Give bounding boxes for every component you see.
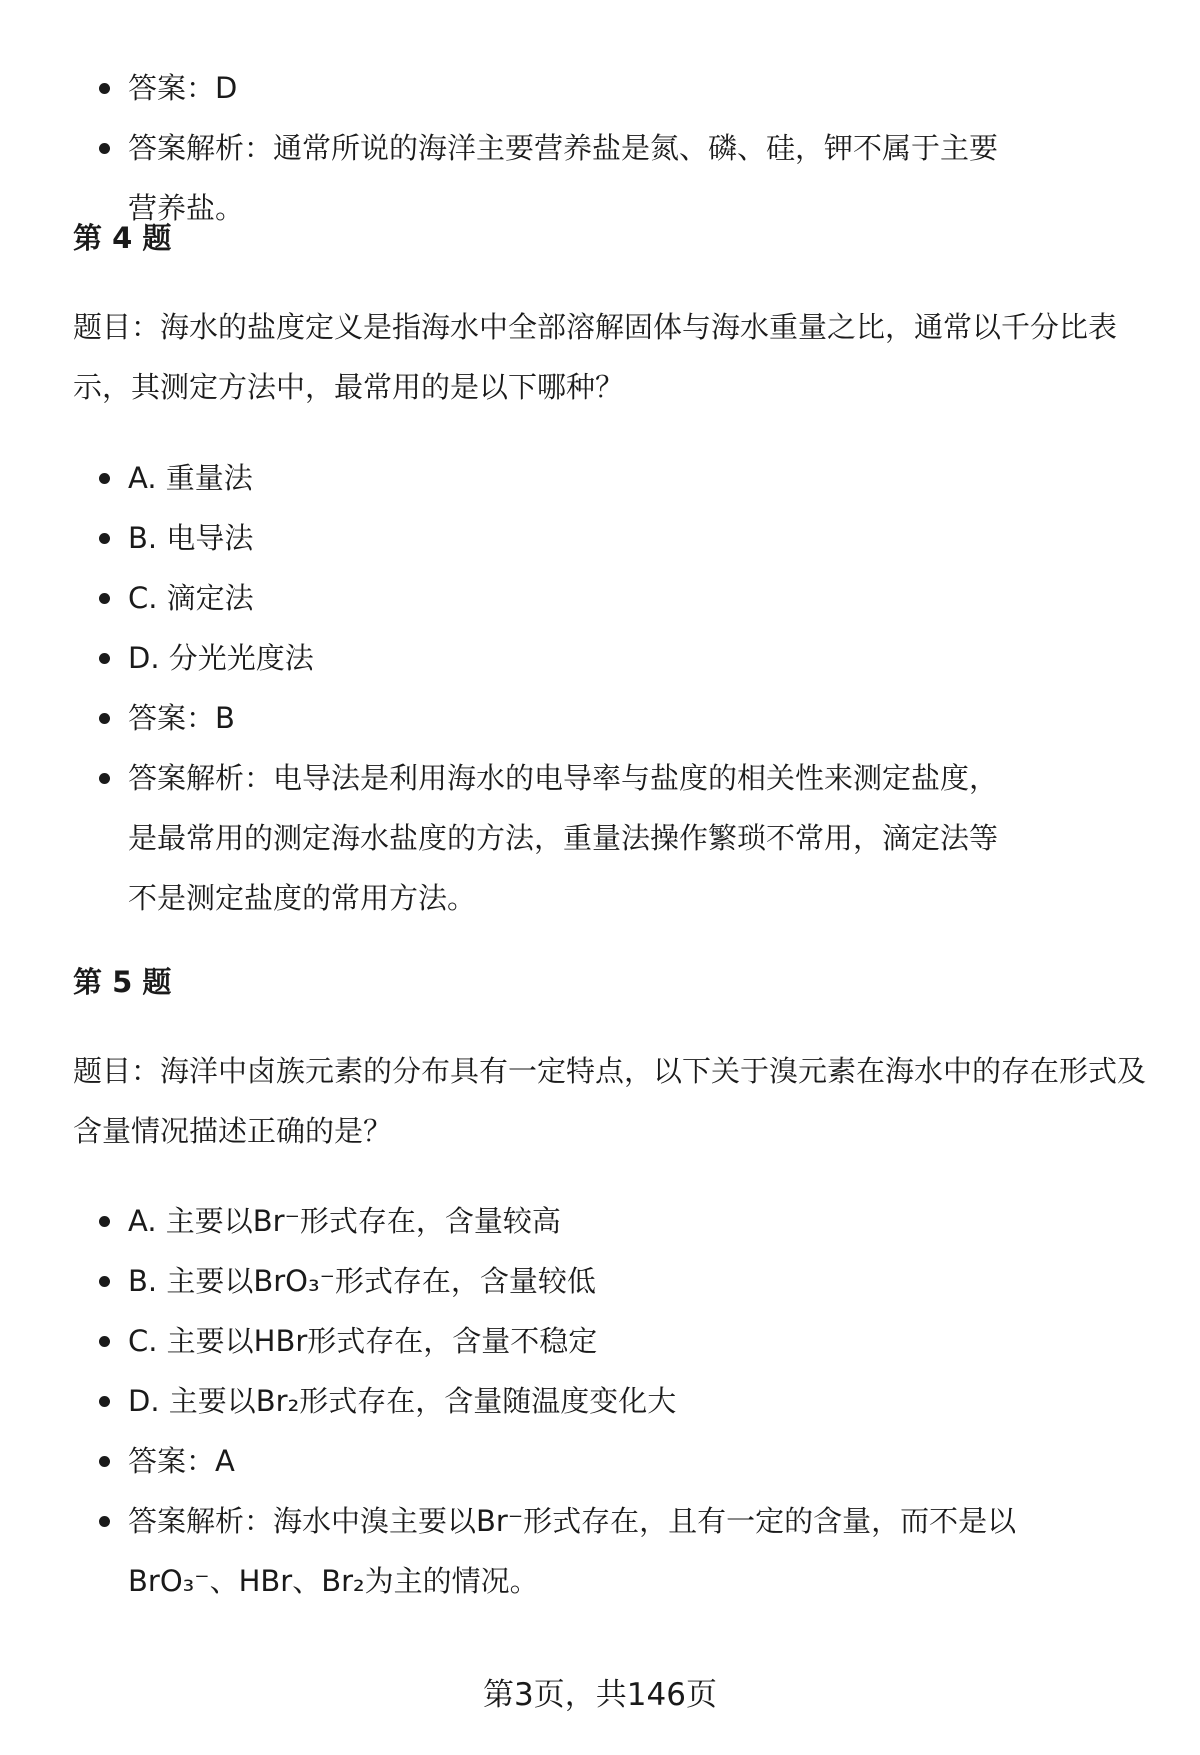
- question-4-heading: 第 4 题: [73, 221, 172, 255]
- question-5-stem: 题目：海洋中卤族元素的分布具有一定特点，以下关于溴元素在海水中的存在形式及含量情况描述正确的是？: [73, 1054, 1147, 1148]
- answer-item: 答案：A: [0, 1431, 1020, 1491]
- option-c: C. 滴定法: [0, 568, 1020, 628]
- question-5-heading: 第 5 题: [73, 965, 172, 999]
- question-5-list: [0, 1191, 1020, 1611]
- prev-question-answer-list: [0, 58, 1020, 238]
- option-c: C. 主要以HBr形式存在，含量不稳定: [0, 1311, 1020, 1371]
- option-b: B. 主要以BrO₃⁻形式存在，含量较低: [0, 1251, 1020, 1311]
- option-b: B. 电导法: [0, 508, 1020, 568]
- answer-item: 答案：D: [0, 58, 1020, 118]
- answer-item: 答案：B: [0, 688, 1020, 748]
- explanation-item: 答案解析：通常所说的海洋主要营养盐是氮、磷、硅，钾不属于主要营养盐。: [0, 118, 1020, 238]
- page-number: 第3页，共146页: [483, 1677, 717, 1713]
- explanation-item: 答案解析：电导法是利用海水的电导率与盐度的相关性来测定盐度，是最常用的测定海水盐度的方法，重量法操作繁琐不常用，滴定法等不是测定盐度的常用方法。: [0, 748, 1020, 928]
- option-d: D. 分光光度法: [0, 628, 1020, 688]
- option-a: A. 重量法: [0, 448, 1020, 508]
- question-4-stem: 题目：海水的盐度定义是指海水中全部溶解固体与海水重量之比，通常以千分比表示，其测定方法中，最常用的是以下哪种？: [73, 310, 1118, 404]
- option-a: A. 主要以Br⁻形式存在，含量较高: [0, 1191, 1020, 1251]
- explanation-item: 答案解析：海水中溴主要以Br⁻形式存在，且有一定的含量，而不是以BrO₃⁻、HBr、Br₂为主的情况。: [0, 1491, 1020, 1611]
- option-d: D. 主要以Br₂形式存在，含量随温度变化大: [0, 1371, 1020, 1431]
- question-4-list: [0, 448, 1020, 928]
